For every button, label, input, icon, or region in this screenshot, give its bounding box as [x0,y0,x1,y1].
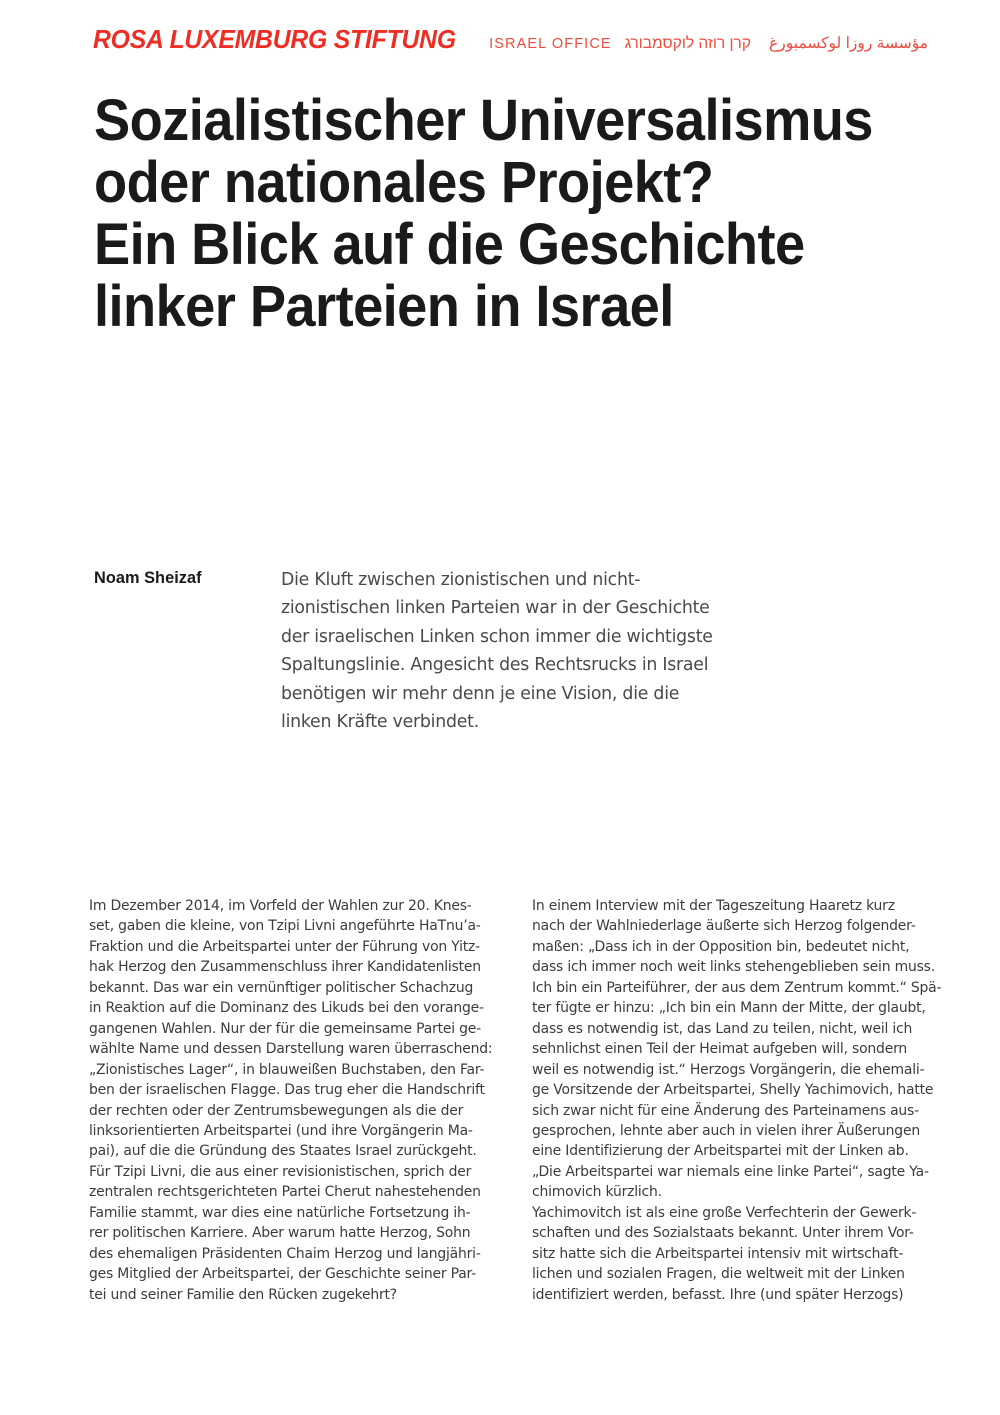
body-line: weil es notwendig ist.“ Herzogs Vorgängerin, die ehemali- [532,1061,925,1078]
body-line: dass es notwendig ist, das Land zu teilen, nicht, weil ich [532,1020,913,1037]
body-line: In einem Interview mit der Tageszeitung Haaretz kurz [532,898,895,914]
body-line: Im Dezember 2014, im Vorfeld der Wahlen zur 20. Knes- [89,898,472,914]
body-line: set, gaben die kleine, von Tzipi Livni angeführte HaTnu’a- [89,918,481,935]
body-line: schaften und des Sozialstaats bekannt. Unter ihrem Vor- [532,1225,914,1242]
lead-line: der israelischen Linken schon immer die wichtigste [281,626,713,647]
headline-line-3: Ein Blick auf die Geschichte [94,212,805,277]
body-line: rer politischen Karriere. Aber warum hatte Herzog, Sohn [89,1225,471,1242]
body-line: linksorientierten Arbeitspartei (und ihre Vorgängerin Ma- [89,1122,473,1139]
lead-line: linken Kräfte verbindet. [281,712,479,733]
body-line: lichen und sozialen Fragen, die weltweit mit der Linken [532,1266,905,1283]
lead-line: Spaltungslinie. Angesicht des Rechtsrucks in Israel [281,655,709,676]
body-column-left [89,896,493,1316]
page-title [94,90,974,338]
lead-line: Die Kluft zwischen zionistischen und nicht- [281,570,641,590]
body-line: hak Herzog den Zusammenschluss ihrer Kandidatenlisten [89,959,481,976]
body-line: tei und seiner Familie den Rücken zugekehrt? [89,1286,397,1303]
body-line: ges Mitglied der Arbeitspartei, der Geschichte seiner Par- [89,1266,477,1283]
body-line: pai), auf die die Gründung des Staates Israel zurückgeht. [89,1143,477,1160]
body-line: Für Tzipi Livni, die aus einer revisionistischen, sprich der [89,1163,472,1180]
headline-line-4: linker Parteien in Israel [94,274,674,339]
body-line: chimovich kürzlich. [532,1184,662,1201]
lead-line: zionistischen linken Parteien war in der Geschichte [281,598,710,619]
rosa-luxemburg-stiftung-logo: ROSA LUXEMBURG STIFTUNG [93,26,456,54]
headline-line-1: Sozialistischer Universalismus [94,88,873,153]
office-name-arabic: مؤسسة روزا لوكسمبورغ [768,35,929,52]
body-line: ge Vorsitzende der Arbeitspartei, Shelly Yachimovich, hatte [532,1082,934,1099]
body-line: gesprochen, lehnte aber auch in vielen ihrer Äußerungen [532,1122,920,1139]
lead-line: benötigen wir mehr denn je eine Vision, die die [281,683,680,704]
body-line: der rechten oder der Zentrumsbewegungen als die der [89,1102,464,1119]
body-line: eine Identifizierung der Arbeitspartei mit der Linken ab. [532,1143,909,1160]
body-line: Familie stammt, war dies eine natürliche Fortsetzung ih- [89,1204,471,1221]
body-line: in Reaktion auf die Dominanz des Likuds bei den vorange- [89,1000,484,1017]
body-line: sitz hatte sich die Arbeitspartei intensiv mit wirtschaft- [532,1245,904,1262]
body-column-right [532,896,942,1316]
body-line: ben der israelischen Flagge. Das trug eher die Handschrift [89,1082,485,1099]
body-line: dass ich immer noch weit links stehengeblieben sein muss. [532,959,935,976]
author-byline: Noam Sheizaf [94,568,202,587]
body-line: ter fügte er hinzu: „Ich bin ein Mann der Mitte, der glaubt, [532,1000,926,1017]
headline-line-2: oder nationales Projekt? [94,150,714,215]
body-line: gangenen Wahlen. Nur der für die gemeinsame Partei ge- [89,1020,481,1037]
body-columns [89,896,942,1316]
office-name-hebrew: קרן רוזה לוקסמבורג [624,35,751,52]
office-name-english: ISRAEL OFFICE [489,36,612,52]
body-line: „Zionistisches Lager“, in blauweißen Buchstaben, den Far- [89,1061,485,1078]
body-line: maßen: „Dass ich in der Opposition bin, bedeutet nicht, [532,938,910,955]
body-line: zentralen rechtsgerichteten Partei Cherut nahestehenden [89,1184,481,1201]
body-line: sehnlichst einen Teil der Heimat aufgeben will, sondern [532,1041,907,1058]
lead-paragraph [281,566,761,736]
body-line: „Die Arbeitspartei war niemals eine linke Partei“, sagte Ya- [532,1163,929,1180]
body-line: Fraktion und die Arbeitspartei unter der Führung von Yitz- [89,938,480,955]
masthead [93,26,929,54]
body-line: Yachimovitch ist als eine große Verfechterin der Gewerk- [532,1204,917,1221]
body-line: Ich bin ein Parteiführer, der aus dem Zentrum kommt.“ Spä- [532,979,942,996]
body-line: des ehemaligen Präsidenten Chaim Herzog und langjähri- [89,1245,481,1262]
masthead-office-names [489,34,928,53]
body-line: identifiziert werden, befasst. Ihre (und später Herzogs) [532,1286,904,1303]
body-line: wählte Name und dessen Darstellung waren überraschend: [89,1041,493,1058]
body-line: sich zwar nicht für eine Änderung des Parteinamens aus- [532,1102,919,1119]
body-line: bekannt. Das war ein vernünftiger politischer Schachzug [89,979,474,996]
body-line: nach der Wahlniederlage äußerte sich Herzog folgender- [532,918,916,935]
